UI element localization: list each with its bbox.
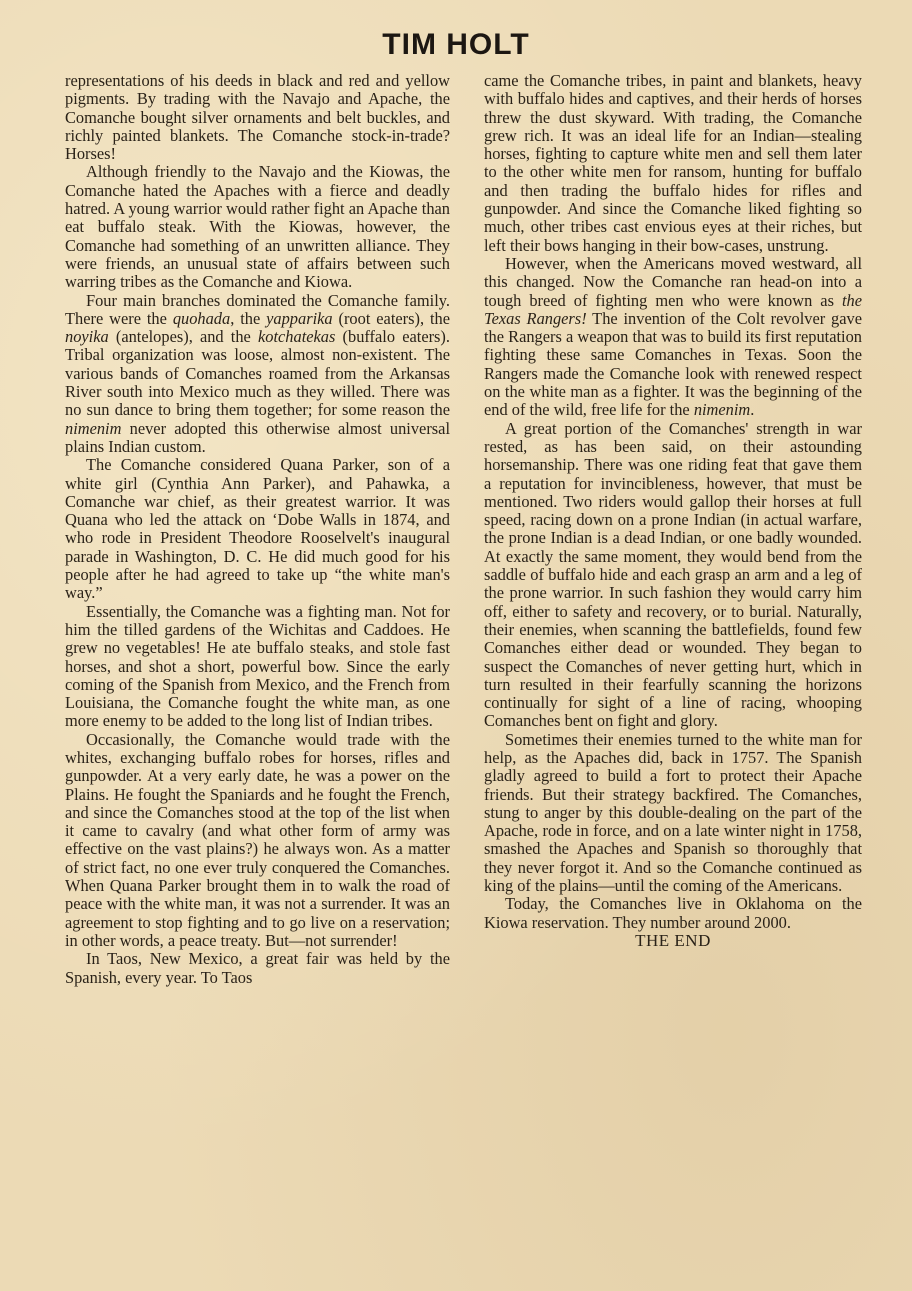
page-title: TIM HOLT xyxy=(382,28,530,61)
text-run: The invention of the Colt revolver gave the Rangers a weapon that was to build its first reputation fighting these same Comanches in Texas. Soon the Rangers made the Comanche look with renewed respect on the white man as a fighter. It was the beginning of the end of the wild, free life for the xyxy=(484,308,862,420)
text-run: However, when the Americans moved westward, all this changed. Now the Comanche ran head-on into a tough breed of fighting men who were known as xyxy=(484,253,862,310)
paragraph: Occasionally, the Comanche would trade with the whites, exchanging buffalo robes for horses, rifles and gunpowder. At a very early date, he was a power on the Plains. He fought the Spaniards and he fought the French, and since the Comanches stood at the top of the list when it came to cavalry (and what other form of army was effective on the vast plains?) he always won. As a matter of strict fact, no one ever truly conquered the Comanches. When Quana Parker brought them in to walk the road of peace with the white man, it was not a surrender. It was an agreement to stop fighting and to go live on a reservation; in other words, a peace treaty. But—not surrender! xyxy=(65,729,450,950)
right-column xyxy=(484,72,862,950)
paragraph: Essentially, the Comanche was a fighting man. Not for him the tilled gardens of the Wichitas and Caddoes. He grew no vegetables! He ate buffalo steaks, and stole fast horses, and shot a short, powerful bow. Since the early coming of the Spanish from Mexico, and the French from Louisiana, the Comanche fought the white man, as one more enemy to be added to the long list of Indian tribes. xyxy=(65,601,450,731)
italic-term: quohada xyxy=(172,308,231,328)
text-run: . xyxy=(750,400,755,420)
paragraph: The Comanche considered Quana Parker, son of a white girl (Cynthia Ann Parker), and Pahawka, a Comanche war chief, as their greatest warrior. It was Quana who led the attack on ‘Dobe Walls in 1874, and who rode in President Theodore Rooselvelt's inaugural parade in Washington, D. C. He did much good for his people after he had agreed to take up “the white man's way.” xyxy=(65,455,450,603)
paragraph xyxy=(65,292,450,457)
paragraph: Although friendly to the Navajo and the Kiowas, the Comanche hated the Apaches with a fierce and deadly hatred. A young warrior would rather fight an Apache than eat buffalo steak. With the Kiowas, however, the Comanche had something of an unwritten alliance. They were friends, an unusual state of affairs between such warring tribes as the Comanche and Kiowa. xyxy=(65,162,450,292)
paragraph: representations of his deeds in black and red and yellow pigments. By trading with the Navajo and Apache, the Comanche bought silver ornaments and belt buckles, and richly painted blankets. The Comanche stock-in-trade? Horses! xyxy=(65,71,450,164)
paragraph: In Taos, New Mexico, a great fair was held by the Spanish, every year. To Taos xyxy=(65,949,450,987)
paragraph: came the Comanche tribes, in paint and blankets, heavy with buffalo hides and captives, and their herds of horses threw the dust skyward. With trading, the Comanche grew rich. It was an ideal life for an Indian—stealing horses, fighting to capture white men and sell them later to the other white men for ransom, hunting for buffalo and then trading the buffalo hides for rifles and gunpowder. And since the Comanche liked fighting so much, other tribes cast envious eyes at their riches, but left their bows hanging in their bow-cases, unstrung. xyxy=(484,71,862,255)
text-run: (buffalo eaters). Tribal organization was loose, almost non-existent. The various bands of Comanches roamed from the Arkansas River south into Mexico much as they willed. There was no sun dance to bring them together; for some reason the xyxy=(65,327,450,420)
italic-term: kotchatekas xyxy=(258,327,336,347)
italic-term: nimenim xyxy=(693,400,751,420)
text-run: , the xyxy=(230,308,267,328)
paragraph xyxy=(484,255,862,420)
text-run: Four main branches dominated the Comanche family. There were the xyxy=(65,290,450,328)
text-run: (antelopes), and the xyxy=(108,327,258,347)
italic-term: noyika xyxy=(65,327,109,347)
italic-term: nimenim xyxy=(65,418,122,438)
paragraph: Sometimes their enemies turned to the white man for help, as the Apaches did, back in 1757. The Spanish gladly agreed to build a fort to protect their Apache friends. But their strategy backfired. The Comanches, stung to anger by this double-dealing on the part of the Apache, rode in force, and on a late winter night in 1758, smashed the Apaches and Spanish so thoroughly that they never forgot it. And so the Comanche continued as king of the plains—until the coming of the Americans. xyxy=(484,729,862,896)
italic-term: the Texas Rangers! xyxy=(484,290,862,328)
left-column xyxy=(65,72,450,987)
paragraph: Today, the Comanches live in Oklahoma on the Kiowa reservation. They number around 2000. xyxy=(484,894,862,932)
the-end-label: THE END xyxy=(635,930,711,950)
italic-term: yapparika xyxy=(266,308,333,328)
text-run: (root eaters), the xyxy=(332,308,450,328)
text-run: never adopted this otherwise almost universal plains Indian custom. xyxy=(65,418,450,456)
paragraph: A great portion of the Comanches' strength in war rested, as has been said, on their astounding horsemanship. There was one riding feat that gave them a reputation for invincibleness, however, that must be mentioned. Two riders would gallop their horses at full speed, racing down on a prone Indian (in actual warfare, the prone Indian is a dead Indian, or one badly wounded. At exactly the same moment, they would bend from the saddle of buffalo hide and each grasp an arm and a leg of the prone warrior. In such fashion they would carry him off, either to safety and recovery, or to burial. Naturally, their enemies, when scanning the battlefields, found few Comanches either dead or wounded. They began to suspect the Comanches of never getting hurt, which in turn resulted in their fearfully scanning the horizons continually for sight of a line of racing, whooping Comanches bent on fight and glory. xyxy=(484,418,862,731)
